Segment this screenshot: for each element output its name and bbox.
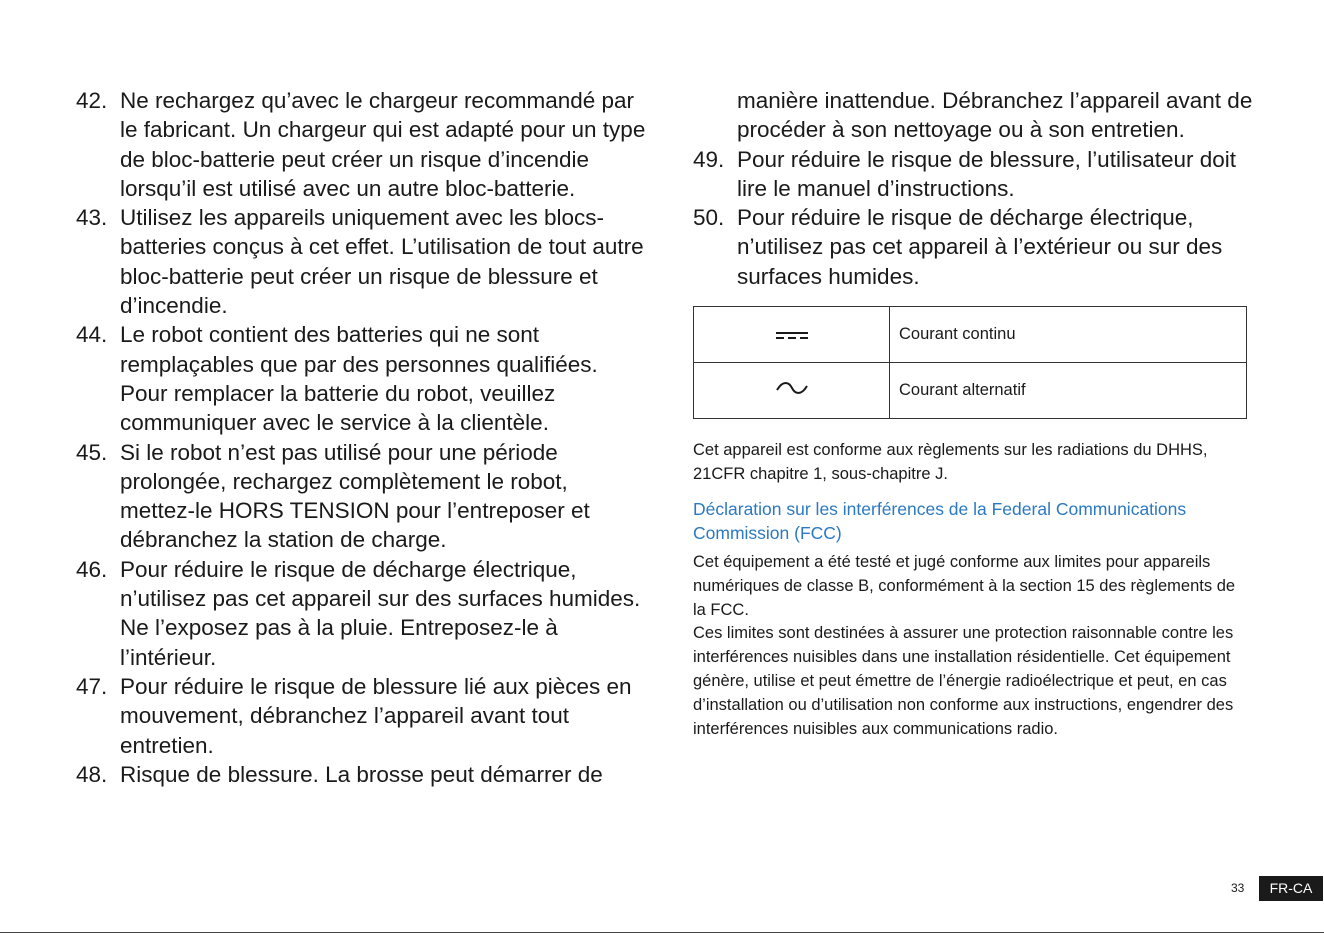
item-number: 50.: [693, 205, 725, 231]
fcc-paragraph: Cet équipement a été testé et jugé conforme aux limites pour appareils numériques de classe B, conformément à la section 15 des règlements de la FCC.: [693, 553, 1236, 619]
table-row: [694, 307, 1247, 363]
instruction-item: [693, 145, 1253, 204]
item-text: Pour réduire le risque de décharge électrique, n’utilisez pas cet appareil à l’extérieur ou sur des surfaces humides.: [737, 205, 1223, 289]
right-column: [693, 86, 1253, 291]
item-number: 44.: [76, 322, 108, 348]
fcc-paragraph: Ces limites sont destinées à assurer une protection raisonnable contre les interférences nuisibles dans une installation résidentielle. Cet équipement génère, utilise et peut émettre de l’énergie radioélectrique et peut, en cas d’installation ou d’utilisation non conforme aux instructions, engendrer des interférences nuisibles aux communications radio.: [693, 624, 1234, 738]
symbol-cell: [694, 307, 890, 363]
item-text: Le robot contient des batteries qui ne sont remplaçables que par des personnes qualifiées. Pour remplacer la batterie du robot, veuillez communiquer avec le service à la clientèle.: [120, 322, 598, 436]
instruction-item: [693, 203, 1253, 291]
item-number: 45.: [76, 439, 108, 465]
item-number: 46.: [76, 556, 108, 582]
item-text: Pour réduire le risque de décharge électrique, n’utilisez pas cet appareil sur des surfaces humides. Ne l’exposez pas à la pluie. Entreposez-le à l’intérieur.: [120, 556, 641, 670]
item-number: 42.: [76, 88, 108, 113]
item-text: Risque de blessure. La brosse peut démarrer de: [120, 761, 603, 787]
instruction-item: [76, 320, 646, 437]
instruction-item: [76, 672, 646, 760]
alternating-current-icon: [776, 381, 808, 395]
item-text: Utilisez les appareils uniquement avec les blocs-batteries conçus à cet effet. L’utilisation de tout autre bloc-batterie peut créer un risque de blessure et d’incendie.: [120, 205, 644, 319]
item-text: Pour réduire le risque de blessure lié aux pièces en mouvement, débranchez l’appareil avant tout entretien.: [120, 673, 632, 758]
instruction-item: [76, 555, 646, 672]
item-text: Ne rechargez qu’avec le chargeur recommandé par le fabricant. Un chargeur qui est adapté pour un type de bloc-batterie peut créer un risque d’incendie lorsqu’il est utilisé avec un autre bloc-batterie.: [120, 88, 646, 201]
item-text: Si le robot n’est pas utilisé pour une période prolongée, rechargez complètement le robot, mettez-le HORS TENSION pour l’entreposer et débranchez la station de charge.: [120, 439, 590, 553]
item-number: 48.: [76, 761, 108, 787]
symbol-description: Courant alternatif: [890, 363, 1247, 419]
item-text: Pour réduire le risque de blessure, l’utilisateur doit lire le manuel d’instructions.: [737, 146, 1237, 201]
item-number: 47.: [76, 673, 108, 699]
direct-current-icon: [776, 332, 808, 339]
fcc-heading: Déclaration sur les interférences de la Federal Communications Commission (FCC): [693, 499, 1187, 543]
table-row: [694, 363, 1247, 419]
page-number: 33: [1231, 881, 1245, 895]
language-badge: FR-CA: [1259, 876, 1323, 901]
left-column: [76, 86, 646, 789]
item-number: 49.: [693, 146, 725, 172]
item-48-continuation: manière inattendue. Débranchez l’appareil avant de procéder à son nettoyage ou à son entretien.: [737, 88, 1253, 143]
symbol-table: [693, 306, 1247, 419]
radiation-note: Cet appareil est conforme aux règlements sur les radiations du DHHS, 21CFR chapitre 1, sous-chapitre J.: [693, 441, 1208, 483]
instruction-item: [76, 86, 646, 203]
instruction-item: [76, 760, 646, 789]
symbol-description: Courant continu: [890, 307, 1247, 363]
instruction-item: [76, 203, 646, 320]
item-number: 43.: [76, 205, 108, 231]
fcc-body: [693, 551, 1238, 741]
symbol-cell: [694, 363, 890, 419]
instruction-item: [76, 438, 646, 555]
